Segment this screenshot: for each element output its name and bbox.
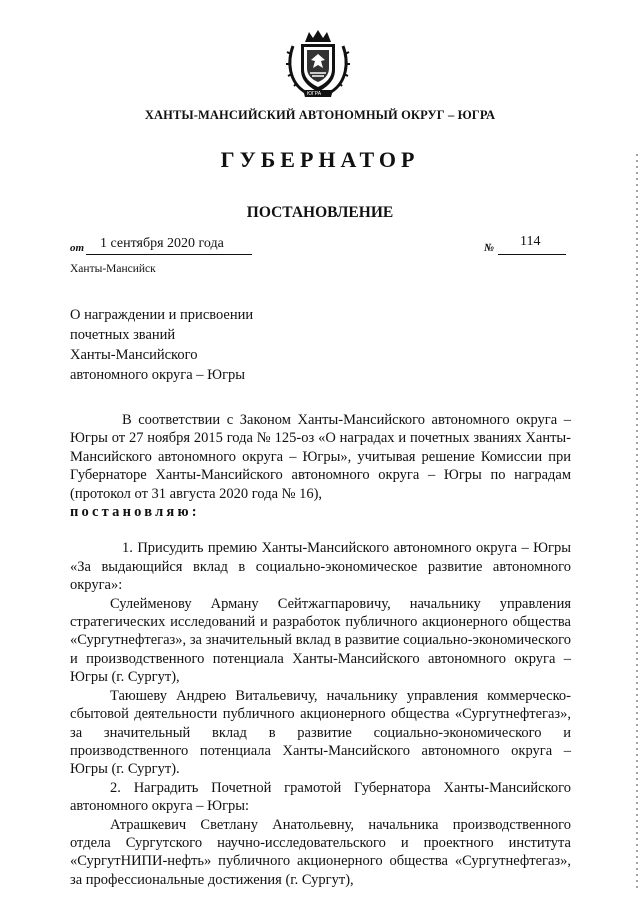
award-paragraph: Таюшеву Андрею Витальевичу, начальнику управления коммерческо-сбытовой деятельности публичного акционерного общества «Сургутнефтегаз», за значительный вклад в развитие социально-экономического и производственного потенциала Ханты-Мансийского автономного округа – Югры (г. Сургут). bbox=[70, 687, 571, 778]
item-2-paragraph: 2. Наградить Почетной грамотой Губернатора Ханты-Мансийского автономного округа – Югры: bbox=[70, 779, 571, 815]
date-underline bbox=[86, 254, 252, 255]
coat-of-arms-icon bbox=[285, 28, 351, 100]
preamble-paragraph: В соответствии с Законом Ханты-Мансийского автономного округа – Югры от 27 ноября 2015 года № 125-оз «О наградах и почетных званиях Ханты-Мансийского автономного округа – Югры», учитывая решение Комиссии при Губернаторе Ханты-Мансийского автономного округа – Югры по наградам (протокол от 31 августа 2020 года № 16), bbox=[70, 412, 571, 502]
award-paragraph: Атрашкевич Светлану Анатольевну, начальника производственного отдела Сургутского научно-исследовательского и проектного института «СургутНИПИ-нефть» публичного акционерного общества «Сургутнефтегаз», за профессиональные достижения (г. Сургут), bbox=[70, 816, 571, 888]
document-subject bbox=[70, 305, 253, 385]
document-place: Ханты-Мансийск bbox=[70, 263, 156, 275]
region-heading: ХАНТЫ-МАНСИЙСКИЙ АВТОНОМНЫЙ ОКРУГ – ЮГРА bbox=[144, 108, 496, 122]
number-label: № bbox=[484, 242, 495, 254]
subject-line: О награждении и присвоении bbox=[70, 307, 254, 323]
decree-word: постановляю: bbox=[70, 504, 200, 521]
document-body bbox=[70, 411, 571, 889]
date-label: от bbox=[70, 242, 85, 254]
document-title: ГУБЕРНАТОР bbox=[220, 147, 420, 172]
award-paragraph: Сулейменову Арману Сейтжагпаровичу, начальнику управления стратегических исследований и разработок публичного акционерного общества «Сургутнефтегаз», за значительный вклад в развитие социально-экономического и производственного потенциала Ханты-Мансийского автономного округа – Югры (г. Сургут), bbox=[70, 595, 571, 686]
emblem-ribbon-text: ЮГРА bbox=[307, 91, 322, 97]
subject-line: автономного округа – Югры bbox=[70, 367, 246, 383]
scan-edge-artifact bbox=[636, 150, 638, 890]
document-date: 1 сентября 2020 года bbox=[100, 236, 224, 251]
document-type: ПОСТАНОВЛЕНИЕ bbox=[246, 204, 394, 221]
item-1-paragraph: 1. Присудить премию Ханты-Мансийского автономного округа – Югры «За выдающийся вклад в социально-экономическое развитие автономного округа»: bbox=[70, 540, 571, 594]
number-underline bbox=[498, 254, 566, 255]
subject-line: почетных званий bbox=[70, 327, 176, 343]
document-number: 114 bbox=[520, 234, 541, 249]
subject-line: Ханты-Мансийского bbox=[70, 347, 198, 363]
